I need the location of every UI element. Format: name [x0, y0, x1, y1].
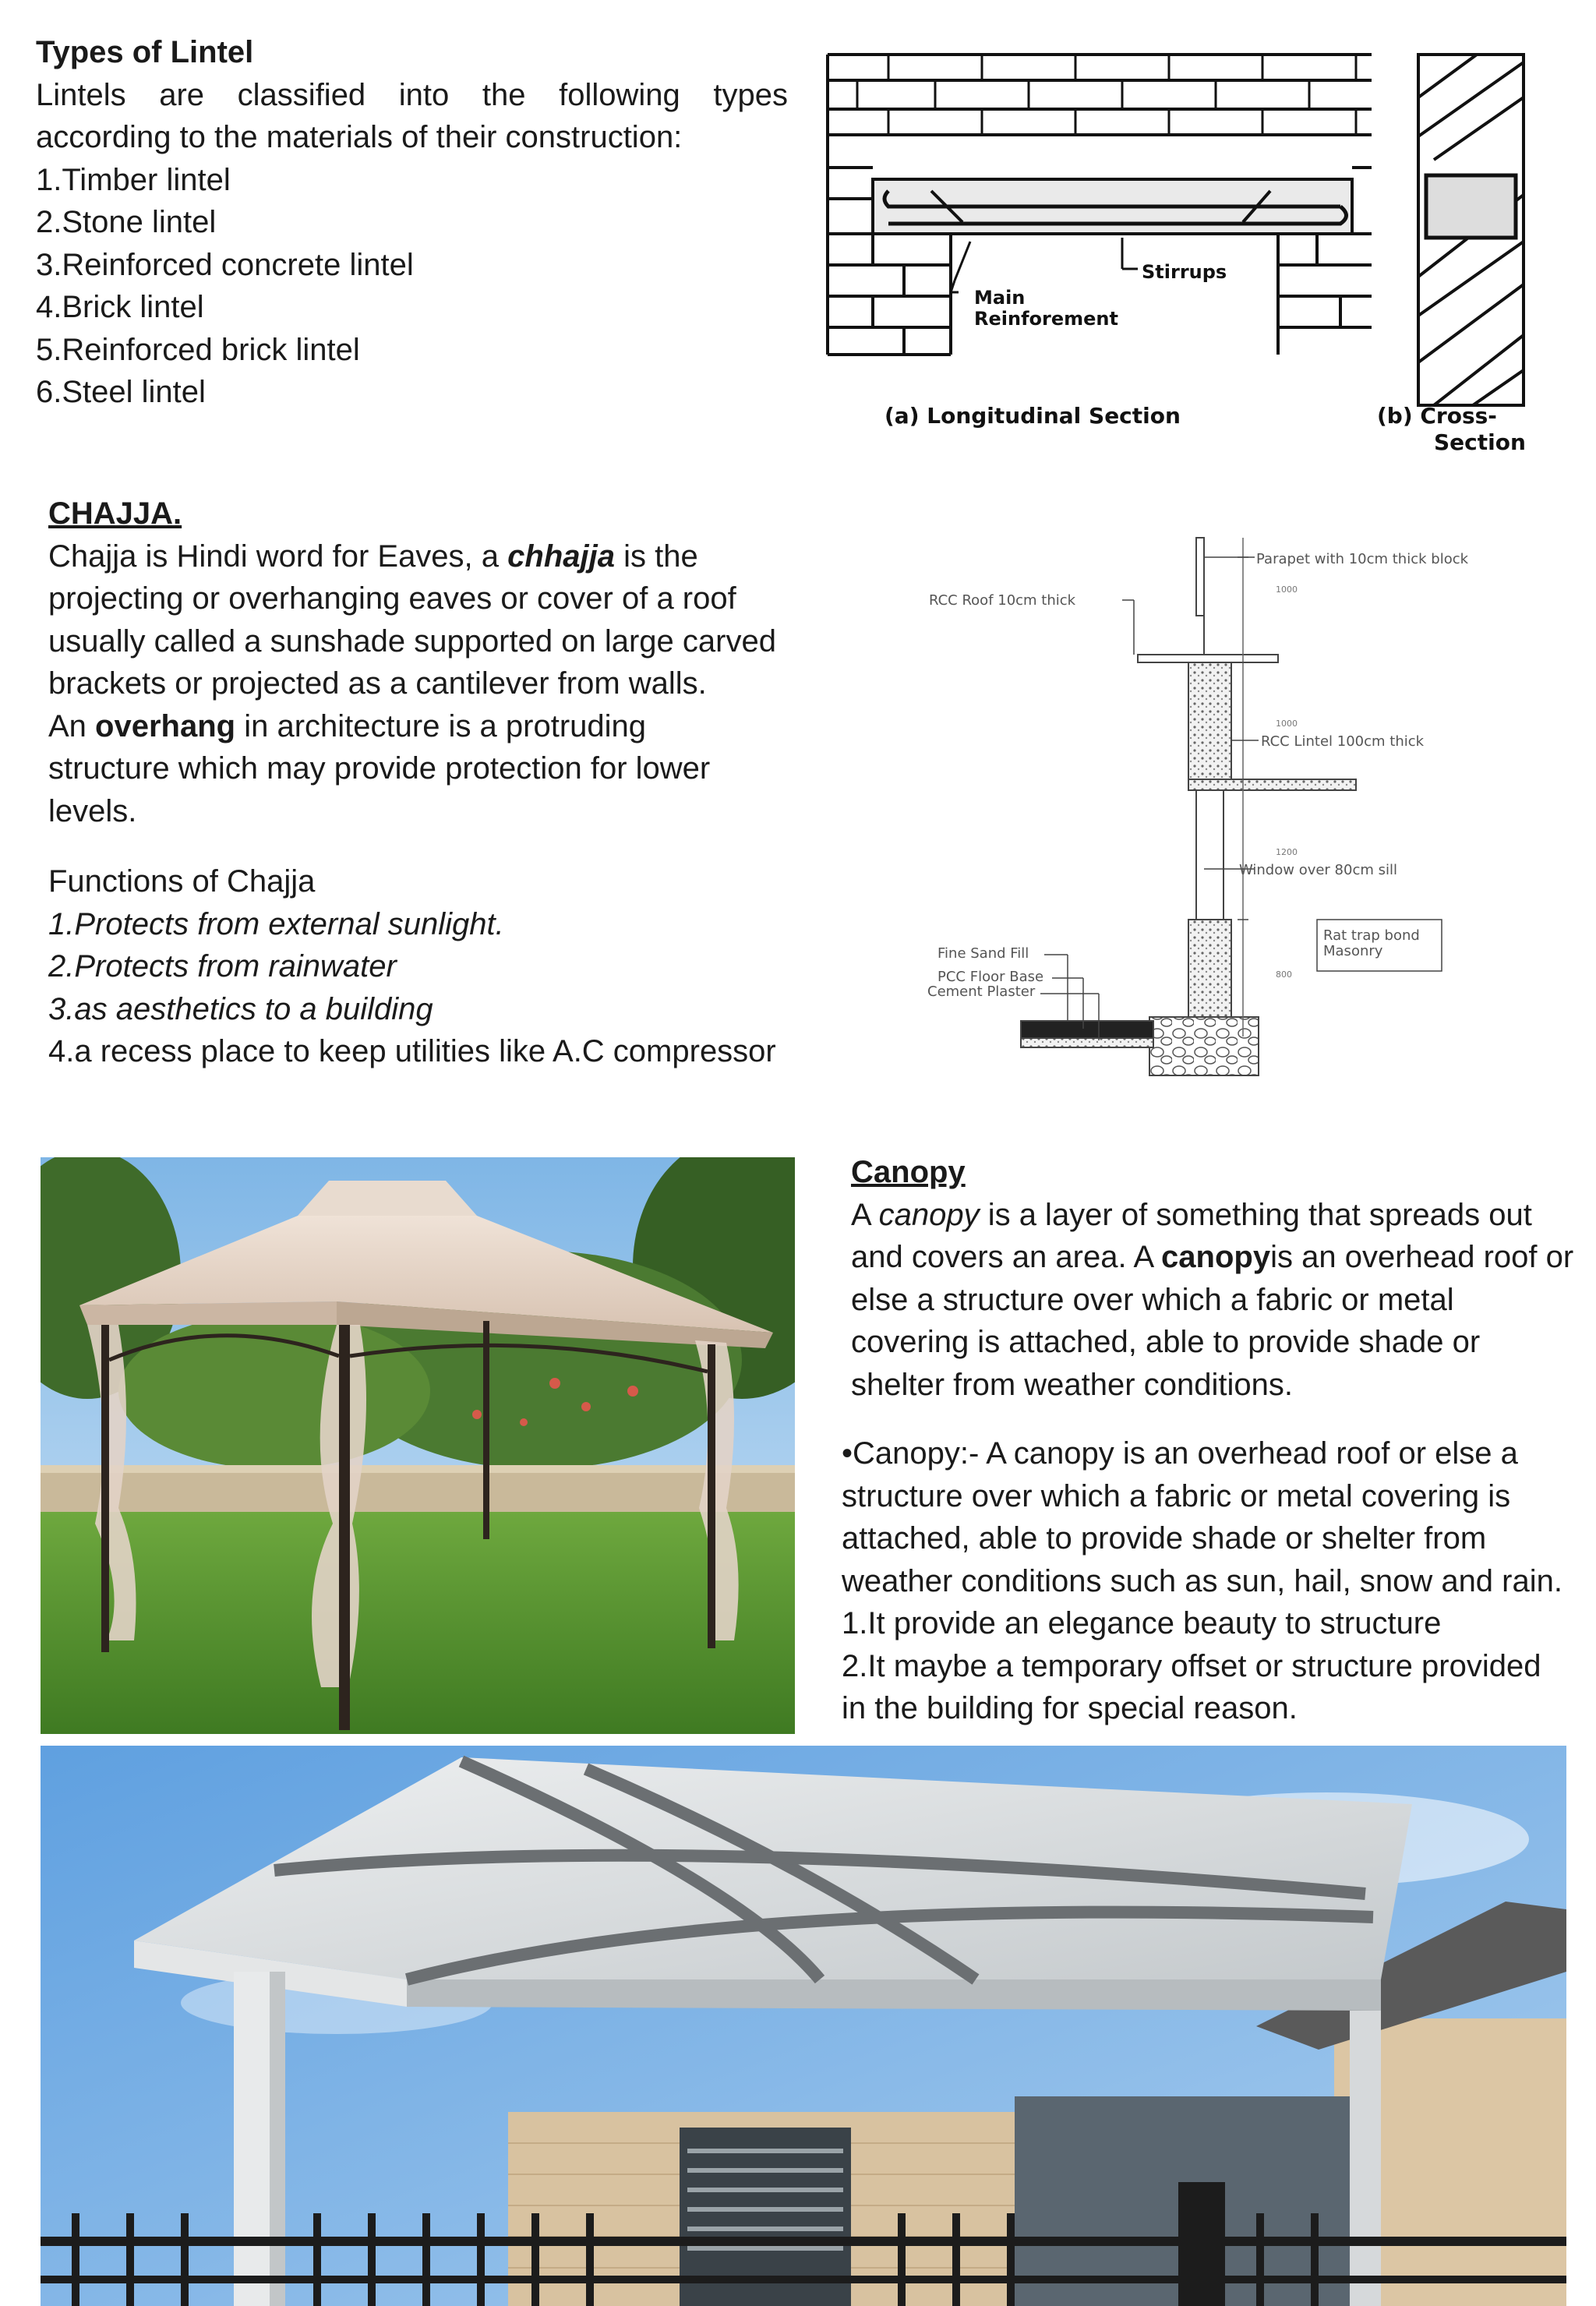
- dim-label: 1000: [1276, 584, 1298, 595]
- label-parapet: Parapet with 10cm thick block: [1256, 551, 1469, 567]
- chajja-section: [48, 493, 796, 1073]
- lintel-item: 4.Brick lintel: [36, 290, 204, 324]
- lintel-section: [36, 31, 788, 414]
- text: Chajja is Hindi word for Eaves, a: [48, 539, 508, 574]
- dim-label: 1200: [1276, 847, 1298, 857]
- chajja-para1-line3: usually called a sunshade supported on large carved: [48, 623, 776, 659]
- canopy-bullet-line: structure over which a fabric or metal covering is: [842, 1478, 1511, 1513]
- canopy-photo: [41, 1746, 1566, 2306]
- caption-cross2: Section: [1434, 429, 1526, 455]
- canopy-bullet-line: weather conditions such as sun, hail, snow and rain.: [842, 1563, 1562, 1598]
- lintel-item: 1.Timber lintel: [36, 162, 231, 197]
- label-rat-trap2: Masonry: [1323, 943, 1383, 959]
- text: is a layer of something that spreads out: [979, 1197, 1532, 1232]
- text: A: [851, 1197, 879, 1232]
- functions-title: Functions of Chajja: [48, 864, 316, 899]
- label-rcc-lintel: RCC Lintel 100cm thick: [1261, 733, 1425, 750]
- canopy-def-line1: [842, 1194, 1596, 1237]
- chajja-title: CHAJJA.: [48, 496, 182, 531]
- canopy-point: 2.It maybe a temporary offset or structure provided: [842, 1648, 1541, 1683]
- label-fine-sand: Fine Sand Fill: [937, 945, 1029, 962]
- chajja-para1-line1: [48, 535, 796, 578]
- label-rcc-roof: RCC Roof 10cm thick: [929, 592, 1076, 609]
- text: is an overhead roof or: [1270, 1240, 1574, 1274]
- chajja-para2-line3: levels.: [48, 793, 137, 828]
- chajja-para1-line2: projecting or overhanging eaves or cover of a roof: [48, 581, 736, 616]
- lintel-item: 2.Stone lintel: [36, 205, 217, 239]
- canopy-def-line3: else a structure over which a fabric or metal: [851, 1282, 1454, 1317]
- label-main: Main: [974, 287, 1026, 309]
- function-item: 3.as aesthetics to a building: [48, 991, 433, 1026]
- lintel-title: Types of Lintel: [36, 35, 254, 69]
- dim-label: 1000: [1276, 719, 1298, 729]
- function-item: 4.a recess place to keep utilities like A.C compressor: [48, 1034, 776, 1068]
- caption-longitudinal: (a) Longitudinal Section: [885, 403, 1181, 429]
- lintel-diagram: [810, 43, 1590, 468]
- label-pcc-floor: PCC Floor Base: [937, 969, 1044, 985]
- chajja-para2-line2: structure which may provide protection for lower: [48, 751, 711, 786]
- canopy-bullet-line: attached, able to provide shade or shelter from: [842, 1521, 1487, 1556]
- dim-label: 800: [1276, 969, 1292, 980]
- canopy-section: [842, 1151, 1596, 1730]
- chajja-para2-line1: [48, 705, 796, 748]
- canopy-def-line4: covering is attached, able to provide shade or: [851, 1325, 1481, 1359]
- text: is the: [614, 539, 698, 574]
- canopy-title: Canopy: [851, 1155, 966, 1189]
- label-rat-trap1: Rat trap bond: [1323, 927, 1420, 944]
- canopy-term: canopy: [878, 1197, 980, 1232]
- label-stirrups: Stirrups: [1142, 261, 1227, 283]
- label-cement-plaster: Cement Plaster: [927, 983, 1036, 1000]
- lintel-item: 6.Steel lintel: [36, 375, 206, 409]
- label-reinforcement: Reinforement: [974, 308, 1118, 330]
- text: in architecture is a protruding: [235, 708, 647, 743]
- overhang-term: overhang: [95, 708, 236, 743]
- chajja-para1-line4: brackets or projected as a cantilever from walls.: [48, 666, 707, 701]
- function-item: 1.Protects from external sunlight.: [48, 906, 504, 941]
- label-window: Window over 80cm sill: [1239, 862, 1397, 878]
- chhajja-term: chhajja: [507, 539, 615, 574]
- canopy-point: 1.It provide an elegance beauty to structure: [842, 1606, 1442, 1640]
- canopy-bullet-line: •Canopy:- A canopy is an overhead roof or else a: [842, 1436, 1518, 1471]
- text: and covers an area. A: [851, 1240, 1162, 1274]
- chajja-diagram: [888, 522, 1527, 1091]
- caption-cross1: (b) Cross-: [1377, 403, 1497, 429]
- lintel-item: 5.Reinforced brick lintel: [36, 332, 360, 367]
- canopy-term: canopy: [1161, 1240, 1271, 1274]
- canopy-def-line2: [842, 1236, 1596, 1279]
- canopy-def-line5: shelter from weather conditions.: [851, 1367, 1293, 1402]
- lintel-intro-line2: according to the materials of their construction:: [36, 120, 683, 154]
- gazebo-photo: [41, 1157, 795, 1734]
- lintel-item: 3.Reinforced concrete lintel: [36, 247, 414, 282]
- text: An: [48, 708, 96, 743]
- function-item: 2.Protects from rainwater: [48, 949, 397, 983]
- lintel-intro-line1: Lintels are classified into the following types: [36, 77, 788, 112]
- canopy-point: in the building for special reason.: [842, 1691, 1298, 1725]
